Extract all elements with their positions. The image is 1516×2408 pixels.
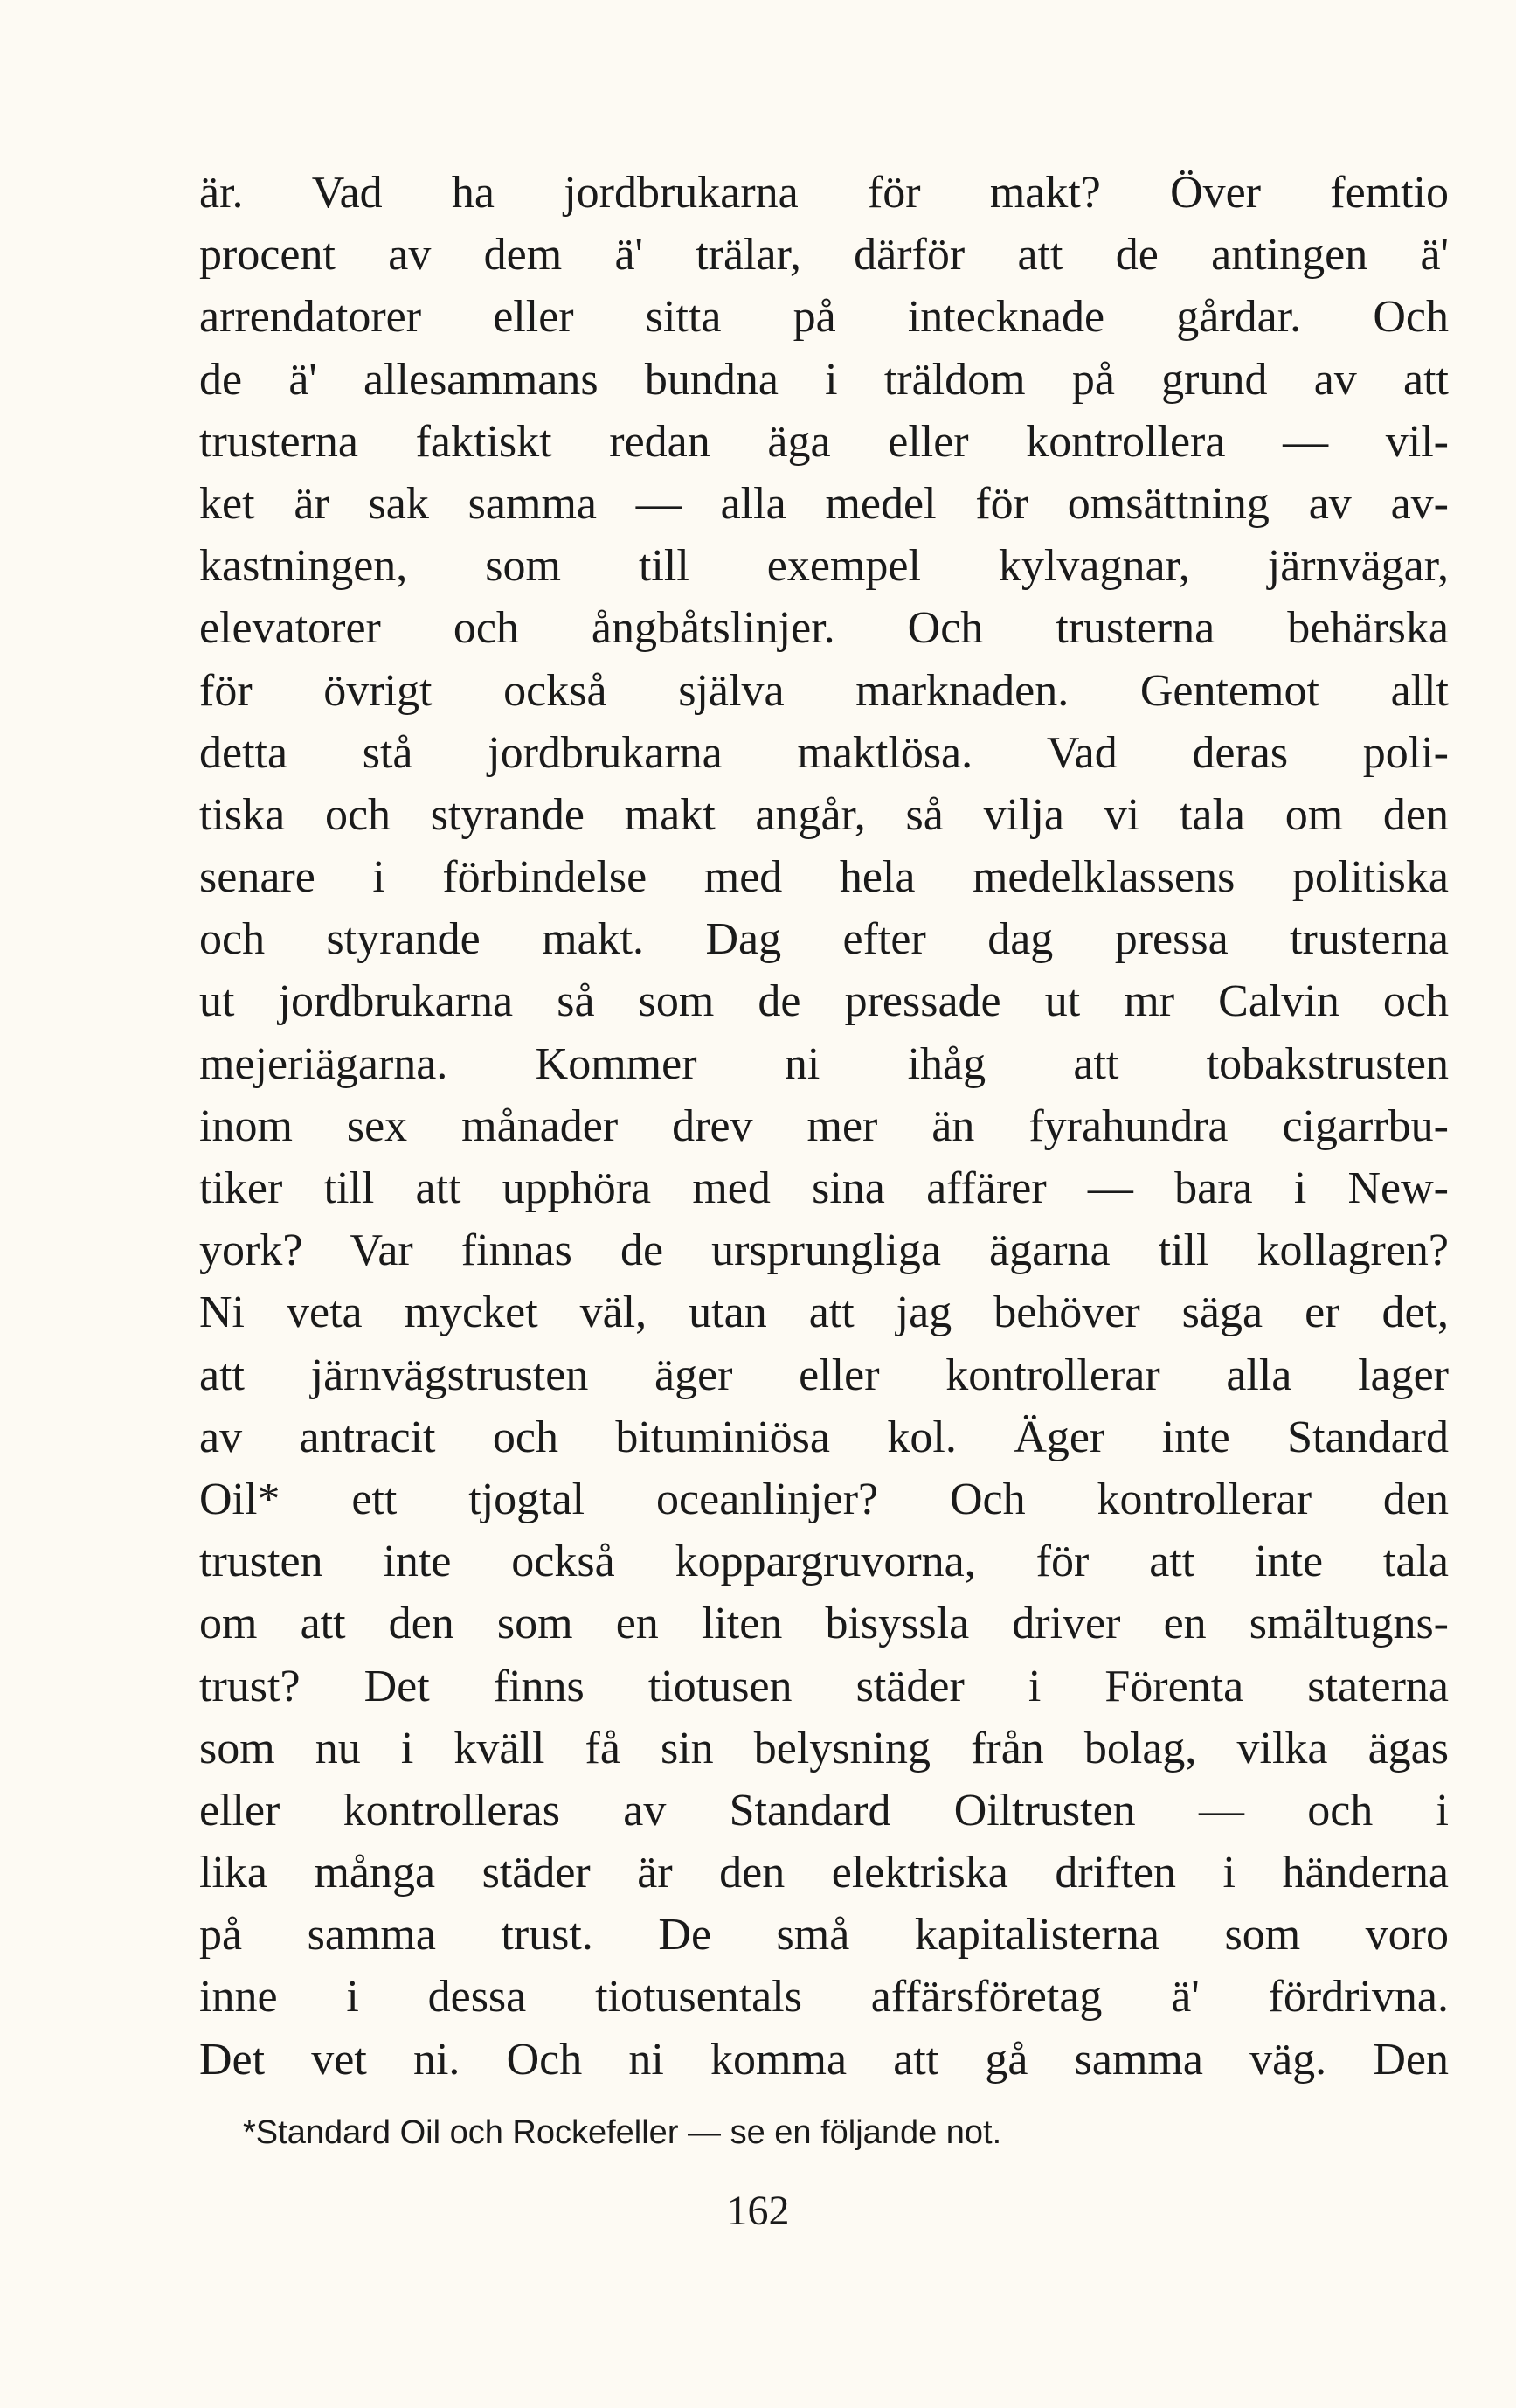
text-line: procent av dem ä' trälar, därför att de antingen ä' xyxy=(199,230,1449,281)
text-line: ket är sak samma — alla medel för omsättning av av- xyxy=(199,478,1449,529)
text-line: trusten inte också koppargruvorna, för att inte tala xyxy=(199,1537,1449,1587)
text-line: trusterna faktiskt redan äga eller kontrollera — vil- xyxy=(199,416,1449,467)
text-line: elevatorer och ångbåtslinjer. Och trusterna behärska xyxy=(199,603,1449,654)
text-line: de ä' allesammans bundna i träldom på grund av att xyxy=(199,354,1449,405)
body-text xyxy=(199,162,1449,2091)
text-line: inom sex månader drev mer än fyrahundra cigarrbu- xyxy=(199,1100,1449,1151)
text-line: inne i dessa tiotusentals affärsföretag ä' fördrivna. xyxy=(199,1972,1449,2023)
text-line: Det vet ni. Och ni komma att gå samma väg. Den xyxy=(199,2034,1449,2085)
text-line: trust? Det finns tiotusen städer i Förenta staterna xyxy=(199,1661,1449,1711)
text-line: för övrigt också själva marknaden. Gentemot allt xyxy=(199,665,1449,716)
text-line: lika många städer är den elektriska driften i händerna xyxy=(199,1848,1449,1898)
text-line: Oil* ett tjogtal oceanlinjer? Och kontrollerar den xyxy=(199,1474,1449,1524)
text-line: på samma trust. De små kapitalisterna som voro xyxy=(199,1910,1449,1960)
footnote: *Standard Oil och Rockefeller — se en följande not. xyxy=(243,2114,1002,2151)
text-line: som nu i kväll få sin belysning från bolag, vilka ägas xyxy=(199,1723,1449,1773)
text-line: att järnvägstrusten äger eller kontrollerar alla lager xyxy=(199,1350,1449,1400)
text-line: om att den som en liten bisyssla driver en smältugns- xyxy=(199,1599,1449,1649)
text-line: och styrande makt. Dag efter dag pressa trusterna xyxy=(199,914,1449,965)
text-line: detta stå jordbrukarna maktlösa. Vad deras poli- xyxy=(199,727,1449,778)
text-line: ut jordbrukarna så som de pressade ut mr Calvin och xyxy=(199,976,1449,1027)
text-line: york? Var finnas de ursprungliga ägarna till kollagren? xyxy=(199,1225,1449,1276)
text-line: är. Vad ha jordbrukarna för makt? Över femtio xyxy=(199,168,1449,218)
text-line: mejeriägarna. Kommer ni ihåg att tobakstrusten xyxy=(199,1038,1449,1089)
text-line: Ni veta mycket väl, utan att jag behöver säga er det, xyxy=(199,1287,1449,1338)
text-line: tiker till att upphöra med sina affärer — bara i New- xyxy=(199,1163,1449,1213)
text-line: kastningen, som till exempel kylvagnar, järnvägar, xyxy=(199,541,1449,592)
text-line: senare i förbindelse med hela medelklassens politiska xyxy=(199,852,1449,903)
text-line: arrendatorer eller sitta på intecknade gårdar. Och xyxy=(199,292,1449,343)
text-line: tiska och styrande makt angår, så vilja vi tala om den xyxy=(199,789,1449,840)
text-line: eller kontrolleras av Standard Oiltrusten — och i xyxy=(199,1785,1449,1835)
text-line: av antracit och bituminiösa kol. Äger inte Standard xyxy=(199,1412,1449,1462)
page-number: 162 xyxy=(726,2188,790,2234)
